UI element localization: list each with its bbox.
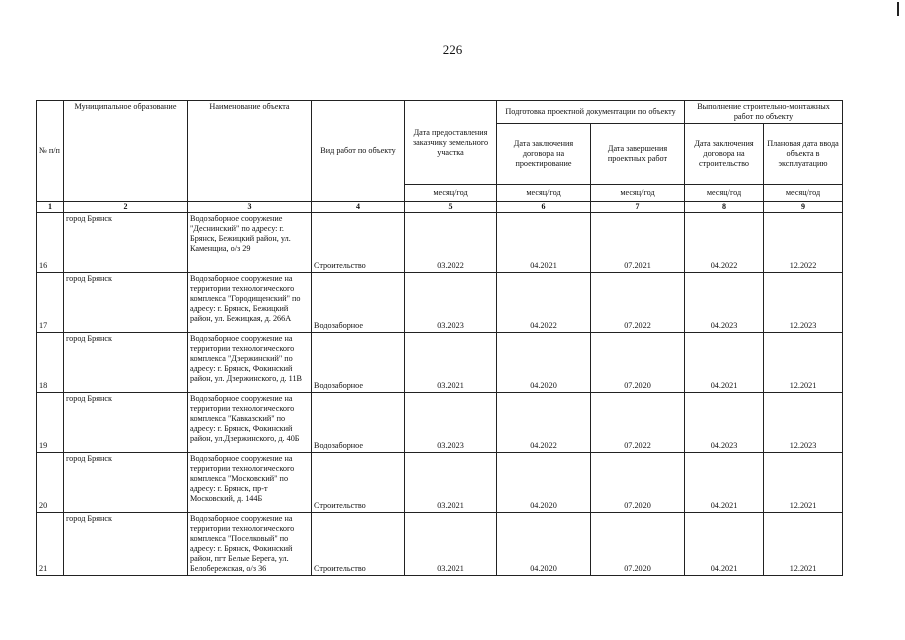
row-land-date: 03.2021 [405, 452, 497, 512]
header-design-done: Дата завершения проектных работ [591, 124, 685, 185]
row-construction-contract: 04.2021 [685, 332, 764, 392]
row-number: 18 [37, 332, 64, 392]
row-commissioning: 12.2023 [764, 272, 843, 332]
row-municipality: город Брянск [64, 452, 188, 512]
column-number: 3 [188, 202, 312, 213]
row-municipality: город Брянск [64, 212, 188, 272]
objects-table [36, 100, 843, 576]
column-number: 7 [591, 202, 685, 213]
column-number: 8 [685, 202, 764, 213]
row-design-contract: 04.2021 [497, 212, 591, 272]
row-municipality: город Брянск [64, 512, 188, 575]
row-land-date: 03.2023 [405, 272, 497, 332]
table-row [37, 392, 843, 452]
row-commissioning: 12.2022 [764, 212, 843, 272]
row-construction-contract: 04.2023 [685, 272, 764, 332]
row-construction-contract: 04.2021 [685, 452, 764, 512]
header-design-group: Подготовка проектной документации по объекту [497, 101, 685, 124]
row-design-done: 07.2020 [591, 512, 685, 575]
row-object: Водозаборное сооружение на территории технологического комплекса "Поселковый" по адресу: г. Брянск, Фокинский район, пгт Белые Берега, ул. Белобережская, о/з 36 [188, 512, 312, 575]
header-num: № п/п [37, 101, 64, 202]
row-number: 16 [37, 212, 64, 272]
unit-label: месяц/год [497, 185, 591, 202]
row-design-contract: 04.2020 [497, 452, 591, 512]
row-commissioning: 12.2023 [764, 392, 843, 452]
edge-mark [897, 2, 899, 16]
page-number: 226 [442, 42, 463, 57]
row-commissioning: 12.2021 [764, 512, 843, 575]
row-land-date: 03.2023 [405, 392, 497, 452]
row-work-type: Строительство [312, 212, 405, 272]
row-construction-contract: 04.2021 [685, 512, 764, 575]
column-numbers-row [37, 202, 843, 213]
row-municipality: город Брянск [64, 272, 188, 332]
row-design-contract: 04.2022 [497, 392, 591, 452]
table-row [37, 272, 843, 332]
unit-label: месяц/год [764, 185, 843, 202]
row-design-contract: 04.2022 [497, 272, 591, 332]
unit-label: месяц/год [591, 185, 685, 202]
row-design-done: 07.2020 [591, 452, 685, 512]
row-object: Водозаборное сооружение "Деснинский" по адресу: г. Брянск, Бежицкий район, ул. Каменщиа, о/з 29 [188, 212, 312, 272]
row-work-type: Водозаборное [312, 332, 405, 392]
row-land-date: 03.2021 [405, 332, 497, 392]
table-row [37, 212, 843, 272]
row-land-date: 03.2021 [405, 512, 497, 575]
column-number: 2 [64, 202, 188, 213]
header-design-contract: Дата заключения договора на проектирование [497, 124, 591, 185]
row-number: 20 [37, 452, 64, 512]
row-design-done: 07.2020 [591, 332, 685, 392]
row-design-contract: 04.2020 [497, 332, 591, 392]
row-work-type: Водозаборное [312, 392, 405, 452]
row-work-type: Строительство [312, 452, 405, 512]
table-row [37, 332, 843, 392]
header-construction-contract: Дата заключения договора на строительство [685, 124, 764, 185]
header-work-type: Вид работ по объекту [312, 101, 405, 202]
row-object: Водозаборное сооружение на территории технологического комплекса "Московский" по адресу: г. Брянск, пр-т Московский, д. 144Б [188, 452, 312, 512]
row-commissioning: 12.2021 [764, 452, 843, 512]
column-number: 5 [405, 202, 497, 213]
header-commissioning: Плановая дата ввода объекта в эксплуатацию [764, 124, 843, 185]
row-object: Водозаборное сооружение на территории технологического комплекса "Дзержинский" по адресу: г. Брянск, Фокинский район, ул. Дзержинского, д. 11В [188, 332, 312, 392]
row-object: Водозаборное сооружение на территории технологического комплекса "Городищенский" по адресу: г. Брянск, Бежицкий район, ул. Бежицкая, д. 266А [188, 272, 312, 332]
row-commissioning: 12.2021 [764, 332, 843, 392]
row-number: 21 [37, 512, 64, 575]
row-design-done: 07.2022 [591, 392, 685, 452]
unit-label: месяц/год [405, 185, 497, 202]
row-number: 19 [37, 392, 64, 452]
header-municipality: Муниципальное образование [64, 101, 188, 202]
unit-label: месяц/год [685, 185, 764, 202]
row-construction-contract: 04.2022 [685, 212, 764, 272]
column-number: 9 [764, 202, 843, 213]
column-number: 4 [312, 202, 405, 213]
row-municipality: город Брянск [64, 332, 188, 392]
row-municipality: город Брянск [64, 392, 188, 452]
table-row [37, 512, 843, 575]
row-object: Водозаборное сооружение на территории технологического комплекса "Кавказский" по адресу: г. Брянск, Фокинский район, ул.Дзержинского, д. 40Б [188, 392, 312, 452]
row-work-type: Водозаборное [312, 272, 405, 332]
row-number: 17 [37, 272, 64, 332]
row-design-contract: 04.2020 [497, 512, 591, 575]
row-work-type: Строительство [312, 512, 405, 575]
header-object-name: Наименование объекта [188, 101, 312, 202]
column-number: 6 [497, 202, 591, 213]
header-land-date: Дата предоставления заказчику земельного участка [405, 101, 497, 185]
row-design-done: 07.2021 [591, 212, 685, 272]
header-construction-group: Выполнение строительно-монтажных работ по объекту [685, 101, 843, 124]
row-construction-contract: 04.2023 [685, 392, 764, 452]
table-row [37, 452, 843, 512]
row-land-date: 03.2022 [405, 212, 497, 272]
column-number: 1 [37, 202, 64, 213]
row-design-done: 07.2022 [591, 272, 685, 332]
